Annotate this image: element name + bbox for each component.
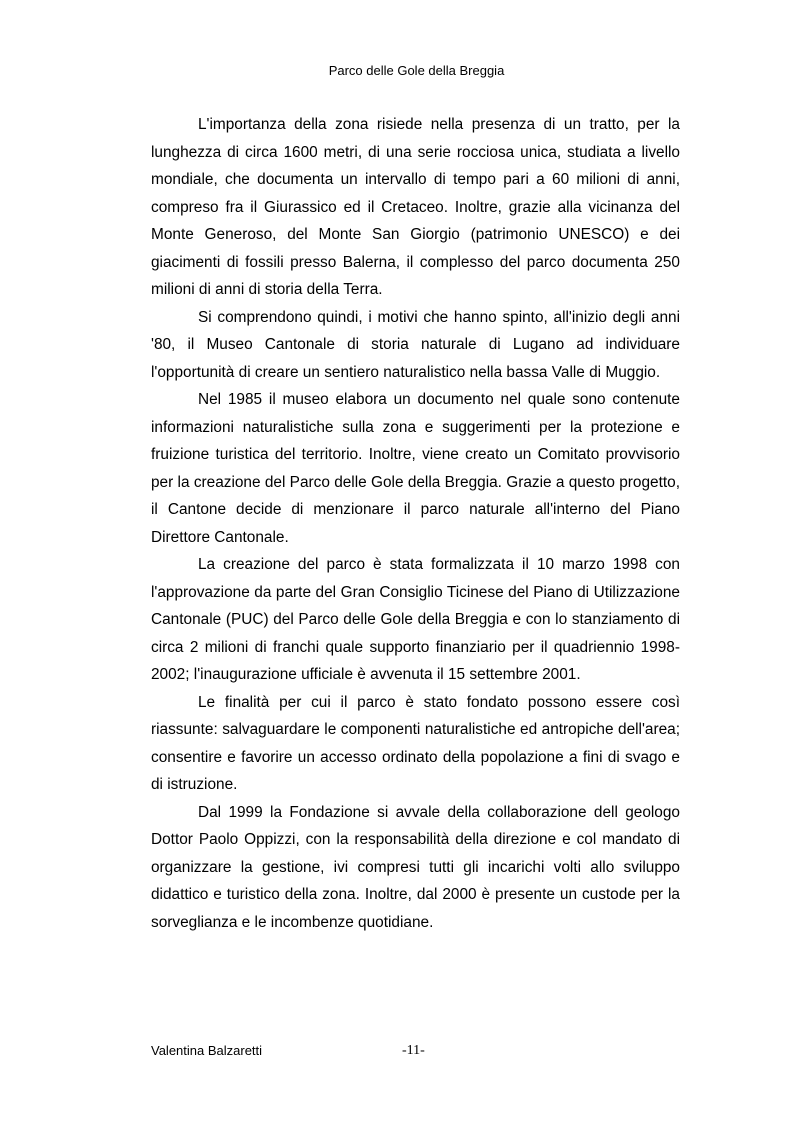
paragraph: Si comprendono quindi, i motivi che hanno spinto, all'inizio degli anni '80, il Museo Cantonale di storia naturale di Lugano ad individuare l'opportunità di creare un sentiero naturalistico nella bassa Valle di Muggio. [151,308,680,381]
paragraph: Dal 1999 la Fondazione si avvale della collaborazione dell geologo Dottor Paolo Oppizzi, con la responsabilità della direzione e col mandato di organizzare la gestione, ivi compresi tutti gli incarichi volti allo sviluppo didattico e turistico della zona. Inoltre, dal 2000 è presente un custode per la sorveglianza e le incombenze quotidiane. [151,803,680,931]
paragraph: Nel 1985 il museo elabora un documento nel quale sono contenute informazioni naturalistiche sulla zona e suggerimenti per la protezione e fruizione turistica del territorio. Inoltre, viene creato un Comitato provvisorio per la creazione del Parco delle Gole della Breggia. Grazie a questo progetto, il Cantone decide di menzionare il parco naturale all'interno del Piano Direttore Cantonale. [151,391,680,546]
running-header: Parco delle Gole della Breggia [328,63,505,78]
paragraph: La creazione del parco è stata formalizzata il 10 marzo 1998 con l'approvazione da parte del Gran Consiglio Ticinese del Piano di Utilizzazione Cantonale (PUC) del Parco delle Gole della Breggia e con lo stanziamento di circa 2 milioni di franchi quale supporto finanziario per il quadriennio 1998-2002; l'inaugurazione ufficiale è avvenuta il 15 settembre 2001. [151,556,680,683]
footer-author: Valentina Balzaretti [151,1043,263,1058]
page-number: -11- [402,1043,425,1058]
paragraph: Le finalità per cui il parco è stato fondato possono essere così riassunte: salvaguardare le componenti naturalistiche ed antropiche dell'area; consentire e favorire un accesso ordinato della popolazione a fini di svago e di istruzione. [151,693,680,793]
body-text [151,111,680,936]
paragraph: L'importanza della zona risiede nella presenza di un tratto, per la lunghezza di circa 1600 metri, di una serie rocciosa unica, studiata a livello mondiale, che documenta un intervallo di tempo pari a 60 milioni di anni, compreso fra il Giurassico ed il Cretaceo. Inoltre, grazie alla vicinanza del Monte Generoso, del Monte San Giorgio (patrimonio UNESCO) e dei giacimenti di fossili presso Balerna, il complesso del parco documenta 250 milioni di anni di storia della Terra. [151,116,680,298]
